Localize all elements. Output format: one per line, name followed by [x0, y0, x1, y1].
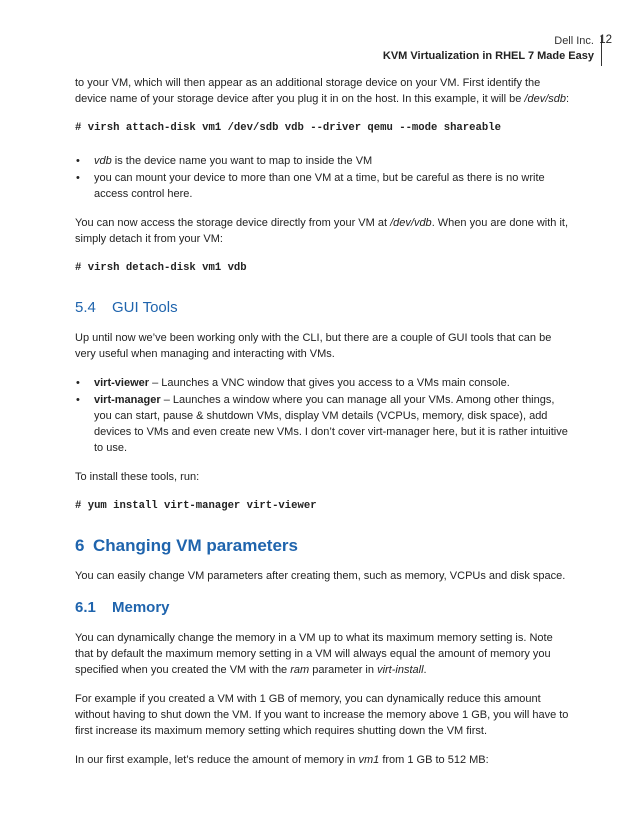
- paragraph-reduce-memory: In our first example, let’s reduce the amount of memory in vm1 from 1 GB to 512 MB:: [75, 754, 489, 766]
- list-item: • vdb is the device name you want to map to inside the VM: [75, 153, 570, 169]
- gui-tools-list: [75, 375, 570, 456]
- paragraph-change-params: You can easily change VM parameters after creating them, such as memory, VCPUs and disk space.: [75, 570, 566, 582]
- heading-memory: 6.1 Memory: [75, 599, 170, 616]
- header-document-title: KVM Virtualization in RHEL 7 Made Easy: [382, 50, 594, 62]
- header-company: Dell Inc.: [554, 35, 594, 47]
- code-yum-install: # yum install virt-manager virt-viewer: [75, 500, 317, 512]
- page-number: 12: [599, 34, 612, 46]
- attach-disk-notes: [75, 153, 570, 202]
- paragraph-memory-max: You can dynamically change the memory in a VM up to what its maximum memory setting is. Note that by default the maximum memory setting in a VM will always equal the amount of memory you specified when you created the VM with the ram parameter in virt-install.: [75, 632, 553, 676]
- heading-gui-tools: 5.4 GUI Tools: [75, 299, 178, 316]
- paragraph-storage-intro: to your VM, which will then appear as an additional storage device on your VM. First identify the device name of your storage device after you plug it in on the host. In this example, it will be /dev/sdb:: [75, 77, 570, 105]
- paragraph-gui-intro: Up until now we’ve been working only with the CLI, but there are a couple of GUI tools that can be very useful when managing and interacting with VMs.: [75, 332, 552, 360]
- code-attach-disk: # virsh attach-disk vm1 /dev/sdb vdb --driver qemu --mode shareable: [75, 122, 501, 134]
- list-item: • virt-viewer – Launches a VNC window that gives you access to a VMs main console.: [75, 375, 570, 391]
- list-item: • virt-manager – Launches a window where you can manage all your VMs. Among other things, you can start, pause & shutdown VMs, display VM details (VCPUs, memory, disk space), add devices to VMs and even create new VMs. I don’t cover virt-manager here, but it is rather intuitive to use.: [75, 392, 570, 456]
- code-detach-disk: # virsh detach-disk vm1 vdb: [75, 262, 247, 274]
- page-header: [383, 34, 594, 64]
- heading-changing-vm-parameters: 6 Changing VM parameters: [75, 536, 298, 555]
- paragraph-access-device: You can now access the storage device directly from your VM at /dev/vdb. When you are done with it, simply detach it from your VM:: [75, 217, 569, 245]
- list-item: • you can mount your device to more than one VM at a time, but be careful as there is no write access control here.: [75, 170, 570, 202]
- paragraph-memory-example: For example if you created a VM with 1 GB of memory, you can dynamically reduce this amount without having to shut down the VM. If you want to increase the memory above 1 GB, you will have to first increase its maximum memory setting which requires shutting down the VM first.: [75, 693, 569, 737]
- page-content: [75, 75, 570, 781]
- paragraph-install-tools: To install these tools, run:: [75, 471, 200, 483]
